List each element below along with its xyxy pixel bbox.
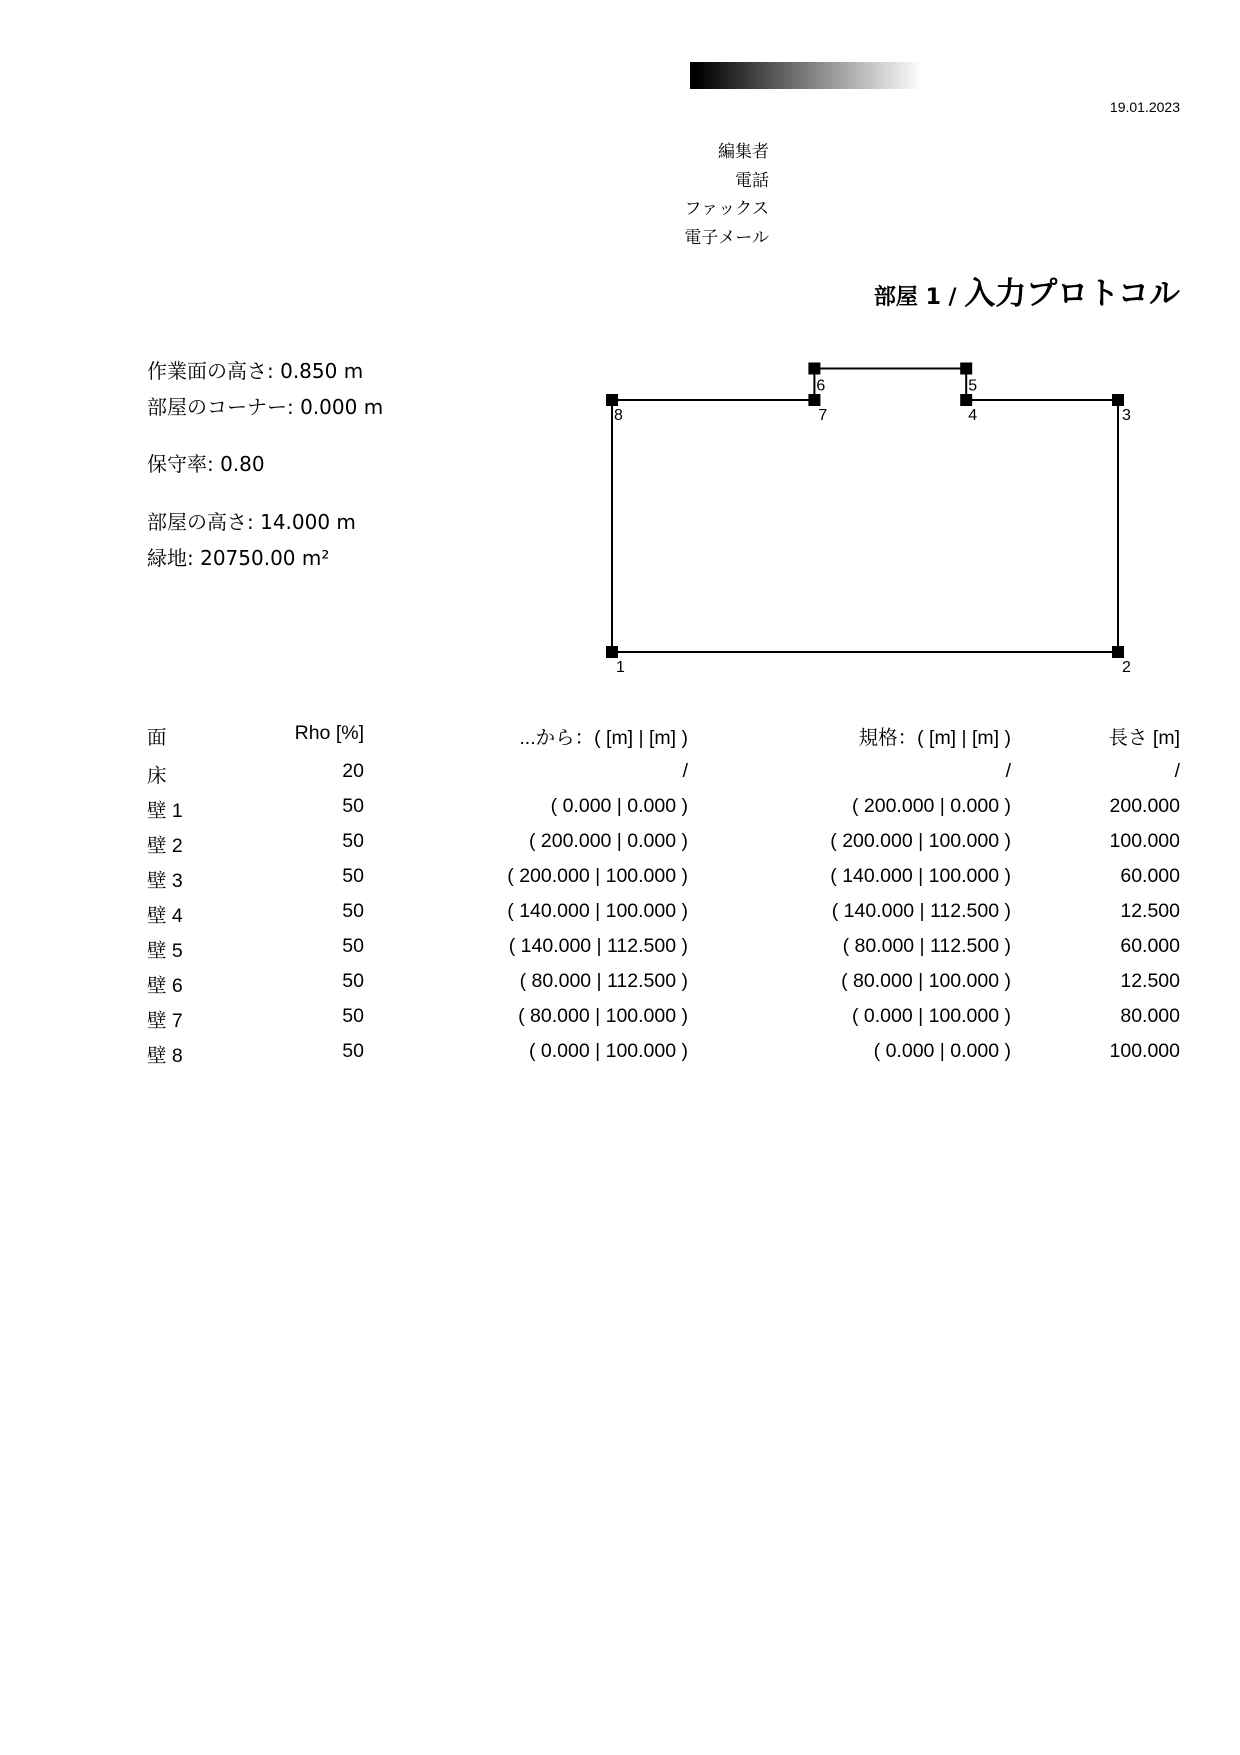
room-height: 部屋の高さ: 14.000 m — [147, 510, 356, 534]
vertex-marker-1 — [606, 646, 618, 658]
table-cell-surface: 床 — [147, 765, 167, 787]
table-cell-rho: 50 — [342, 935, 364, 957]
vertex-label-6: 6 — [816, 377, 826, 395]
work-plane-height: 作業面の高さ: 0.850 m — [147, 359, 364, 383]
table-cell-surface: 壁 8 — [147, 1045, 183, 1067]
vertex-marker-3 — [1112, 394, 1124, 406]
table-cell-surface: 壁 7 — [147, 1010, 183, 1032]
table-cell-to: / — [1005, 760, 1011, 782]
email-label: 電子メール — [684, 227, 769, 248]
fax-label: ファックス — [684, 199, 769, 219]
document-date: 19.01.2023 — [1109, 99, 1180, 115]
vertex-label-8: 8 — [614, 407, 623, 424]
room-corner: 部屋のコーナー: 0.000 m — [147, 395, 384, 419]
vertex-label-3: 3 — [1122, 407, 1131, 424]
table-cell-length: 100.000 — [1109, 830, 1180, 852]
header-surface: 面 — [147, 727, 167, 749]
editor-label: 編集者 — [718, 142, 769, 162]
table-cell-rho: 20 — [342, 760, 364, 782]
table-cell-surface: 壁 2 — [147, 835, 183, 857]
table-cell-length: / — [1174, 760, 1180, 782]
vertex-marker-5 — [960, 363, 972, 375]
table-cell-length: 12.500 — [1120, 900, 1180, 922]
table-cell-rho: 50 — [342, 795, 364, 817]
header-to: 規格：( [m] | [m] ) — [858, 727, 1011, 749]
header-rho: Rho [%] — [294, 722, 364, 744]
header-length: 長さ [m] — [1108, 727, 1180, 749]
room-outline — [612, 369, 1118, 653]
table-cell-rho: 50 — [342, 900, 364, 922]
table-cell-to: ( 140.000 | 100.000 ) — [830, 865, 1011, 887]
table-cell-rho: 50 — [342, 1005, 364, 1027]
vertex-label-2: 2 — [1122, 659, 1131, 676]
table-cell-length: 100.000 — [1109, 1040, 1180, 1062]
title-main: 入力プロトコル — [964, 276, 1180, 312]
phone-label: 電話 — [735, 170, 769, 191]
table-cell-from: ( 80.000 | 112.500 ) — [519, 970, 688, 992]
table-cell-from: ( 0.000 | 100.000 ) — [528, 1040, 688, 1062]
table-cell-to: ( 140.000 | 112.500 ) — [831, 900, 1011, 922]
table-cell-rho: 50 — [342, 830, 364, 852]
header-from: ...から：( [m] | [m] ) — [519, 727, 688, 749]
table-cell-rho: 50 — [342, 1040, 364, 1062]
vertex-marker-8 — [606, 394, 618, 406]
vertex-marker-4 — [960, 394, 972, 406]
table-cell-length: 12.500 — [1120, 970, 1180, 992]
title-prefix: 部屋 1 / — [873, 285, 965, 310]
table-cell-to: ( 80.000 | 112.500 ) — [842, 935, 1011, 957]
table-cell-surface: 壁 5 — [147, 940, 183, 962]
vertex-marker-2 — [1112, 646, 1124, 658]
vertex-label-4: 4 — [968, 407, 978, 424]
table-cell-from: ( 200.000 | 100.000 ) — [507, 865, 688, 887]
table-cell-from: ( 140.000 | 112.500 ) — [508, 935, 688, 957]
vertex-label-5: 5 — [968, 377, 978, 395]
table-cell-length: 80.000 — [1120, 1005, 1180, 1027]
table-cell-length: 60.000 — [1120, 865, 1180, 887]
vertex-label-7: 7 — [818, 407, 828, 424]
maintenance-factor: 保守率: 0.80 — [147, 452, 265, 476]
table-cell-surface: 壁 6 — [147, 975, 183, 997]
table-cell-to: ( 80.000 | 100.000 ) — [841, 970, 1011, 992]
vertex-marker-7 — [808, 394, 820, 406]
table-cell-surface: 壁 3 — [147, 870, 183, 892]
table-cell-to: ( 200.000 | 0.000 ) — [851, 795, 1011, 817]
table-cell-surface: 壁 4 — [147, 905, 183, 927]
table-cell-from: / — [682, 760, 688, 782]
table-cell-from: ( 140.000 | 100.000 ) — [507, 900, 688, 922]
table-cell-surface: 壁 1 — [147, 800, 183, 822]
table-cell-from: ( 0.000 | 0.000 ) — [550, 795, 688, 817]
table-cell-rho: 50 — [342, 865, 364, 887]
table-cell-length: 60.000 — [1120, 935, 1180, 957]
vertex-marker-6 — [808, 363, 820, 375]
vertex-label-1: 1 — [616, 659, 625, 676]
table-cell-to: ( 0.000 | 0.000 ) — [873, 1040, 1011, 1062]
table-cell-rho: 50 — [342, 970, 364, 992]
table-cell-to: ( 200.000 | 100.000 ) — [830, 830, 1011, 852]
table-cell-from: ( 200.000 | 0.000 ) — [528, 830, 688, 852]
green-area: 緑地: 20750.00 m² — [147, 546, 330, 570]
table-cell-from: ( 80.000 | 100.000 ) — [518, 1005, 688, 1027]
floor-plan — [0, 0, 1240, 700]
table-cell-to: ( 0.000 | 100.000 ) — [851, 1005, 1011, 1027]
table-cell-length: 200.000 — [1109, 795, 1180, 817]
